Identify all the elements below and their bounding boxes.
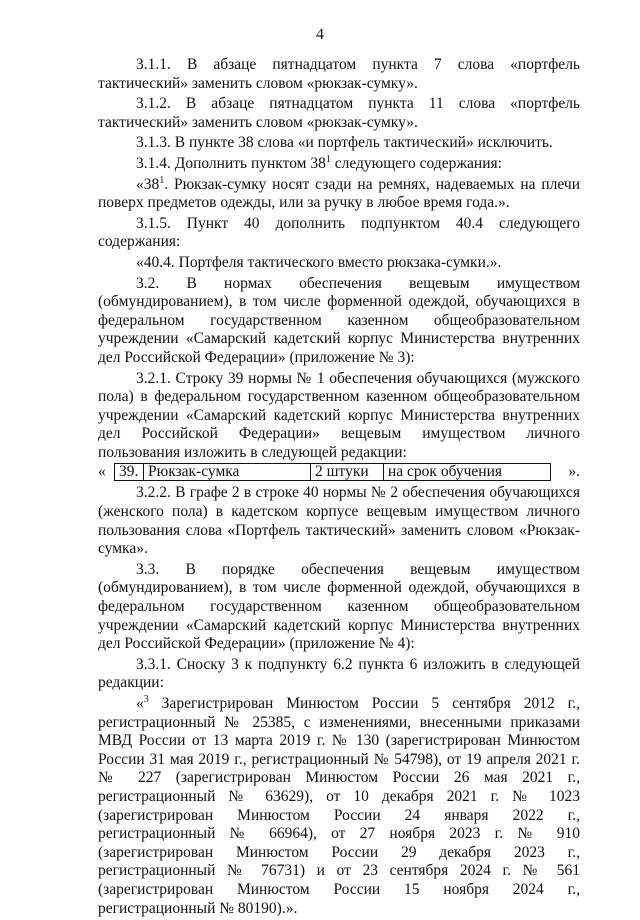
superscript-marker: 1 bbox=[159, 174, 165, 186]
document-body bbox=[98, 56, 580, 920]
superscript-marker: 3 bbox=[143, 693, 149, 705]
table-cell-number: 39. bbox=[115, 464, 144, 481]
page-number: 4 bbox=[316, 26, 324, 43]
superscript-marker: 1 bbox=[325, 153, 331, 165]
paragraph-38-1-start: «38 bbox=[136, 175, 160, 193]
table-quote-open: « bbox=[98, 463, 106, 481]
footnote-space bbox=[149, 695, 162, 712]
paragraph-3-2: 3.2. В нормах обеспечения вещевым имуществом (обмундированием), в том числе форменной одеждой, обучающихся в федеральном государственном казенном общеобразовательном учреждении «Самарский кадетский корпус Министерства внутренних дел Российской Федерации» (приложение № 3): bbox=[98, 274, 580, 366]
paragraph-3-2-1: 3.2.1. Строку 39 нормы № 1 обеспечения обучающихся (мужского пола) в федеральном государственном казенном общеобразовательном учреждении «Самарский кадетский корпус Министерства внутренних дел Российской Федерации» вещевым имуществом личного пользования изложить в следующей редакции: bbox=[98, 369, 580, 461]
paragraph-38-1-text: . Рюкзак-сумку носят сзади на ремнях, надеваемых на плечи поверх предметов одежды, или за ручку в любое время года.». bbox=[98, 175, 580, 212]
norm-table-line bbox=[98, 462, 580, 482]
paragraph-38-1 bbox=[98, 176, 580, 213]
paragraph-3-1-4-tail: следующего содержания: bbox=[330, 154, 502, 172]
paragraph-3-2-2: 3.2.2. В графе 2 в строке 40 нормы № 2 обеспечения обучающихся (женского пола) в кадетском корпусе вещевым имуществом личного пользования слова «Портфель тактический» заменить словом «Рюкзак-сумка». bbox=[98, 484, 580, 558]
paragraph-3-1-4-text: 3.1.4. Дополнить пунктом 38 bbox=[136, 154, 326, 172]
paragraph-3-3: 3.3. В порядке обеспечения вещевым имуществом (обмундированием), в том числе форменной одеждой, обучающихся в федеральном государственном казенном общеобразовательном учреждении «Самарский кадетский корпус Министерства внутренних дел Российской Федерации» (приложение № 4): bbox=[98, 560, 580, 653]
paragraph-3-1-4 bbox=[98, 155, 580, 174]
paragraph-3-3-1: 3.3.1. Сноску 3 к подпункту 6.2 пункта 6 изложить в следующей редакции: bbox=[98, 655, 580, 692]
table-row bbox=[115, 464, 551, 481]
paragraph-3-1-3: 3.1.3. В пункте 38 слова «и портфель тактический» исключить. bbox=[136, 134, 553, 152]
paragraph-3-1-1: 3.1.1. В абзаце пятнадцатом пункта 7 слова «портфель тактический» заменить словом «рюкзак-сумку». bbox=[98, 56, 580, 92]
norm-table bbox=[114, 463, 551, 481]
table-cell-item: Рюкзак-сумка bbox=[144, 464, 311, 481]
paragraph-3-1-5: 3.1.5. Пункт 40 дополнить подпунктом 40.4 следующего содержания: bbox=[98, 214, 580, 251]
footnote-quote-open: « bbox=[136, 695, 144, 712]
table-cell-quantity: 2 штуки bbox=[311, 464, 384, 481]
paragraph-40-4: «40.4. Портфеля тактического вместо рюкзака-сумки.». bbox=[136, 253, 502, 271]
footnote-text: Зарегистрирован Минюстом России 5 сентября 2012 г., регистрационный № 25385, с изменениями, внесенными приказами МВД России от 13 марта 2019 г. № 130 (зарегистрирован Минюстом России 31 мая 2019 г., регистрационный № 54798), от 19 апреля 2021 г. № 227 (зарегистрирован Минюстом России 26 мая 2021 г., регистрационный № 63629), от 10 декабря 2021 г. № 1023 (зарегистрирован Минюстом России 24 января 2022 г., регистрационный № 66964), от 27 ноября 2023 г. № 910 (зарегистрирован Минюстом России 29 декабря 2023 г., регистрационный № 76731) и от 23 сентября 2024 г. № 561 (зарегистрирован Минюстом России 15 ноября 2024 г., регистрационный № 80190).». bbox=[98, 695, 580, 917]
paragraph-3-1-2: 3.1.2. В абзаце пятнадцатом пункта 11 слова «портфель тактический» заменить словом «рюкзак-сумку». bbox=[98, 95, 580, 131]
table-cell-term: на срок обучения bbox=[384, 464, 551, 481]
table-quote-close: ». bbox=[568, 463, 580, 481]
paragraph-footnote-3 bbox=[98, 695, 580, 918]
